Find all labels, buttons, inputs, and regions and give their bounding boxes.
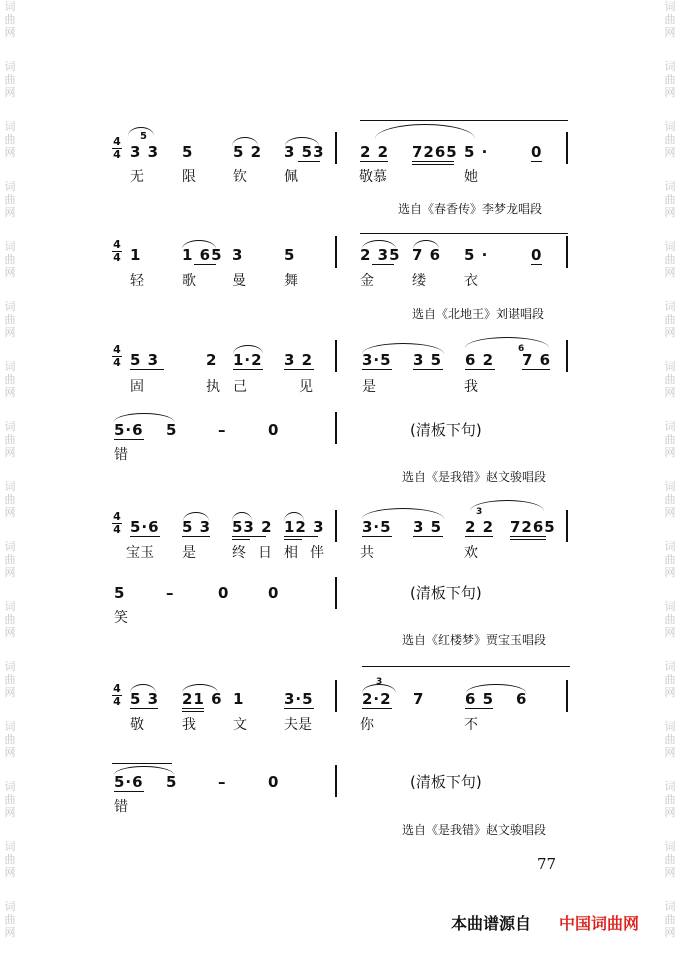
page-number: 77 [537, 855, 557, 873]
watermark-char: 网 [664, 746, 676, 759]
watermark-char: 曲 [4, 313, 16, 326]
watermark-char: 网 [4, 686, 16, 699]
source-caption: 选自《春香传》李梦龙唱段 [398, 202, 543, 216]
lyric: 金 [360, 273, 374, 289]
note: 53 2 [232, 518, 273, 536]
lyric: 歌 [182, 273, 196, 289]
footer-site-link[interactable]: 中国词曲网 [559, 914, 640, 933]
watermark-char: 网 [664, 806, 676, 819]
watermark-char: 曲 [4, 553, 16, 566]
watermark-char: 词 [664, 600, 676, 613]
note: 3 5 [413, 518, 443, 536]
time-signature: 4 4 [113, 135, 121, 161]
watermark-char: 词 [664, 240, 676, 253]
watermark-char: 网 [664, 626, 676, 639]
watermark-char: 曲 [4, 193, 16, 206]
note: 5 · [464, 246, 489, 264]
watermark-char: 曲 [664, 133, 676, 146]
note: 7265 [412, 143, 458, 161]
note: 0 [268, 421, 280, 439]
note: 1 [233, 690, 245, 708]
note: 3 5 [413, 351, 443, 369]
watermark-char: 词 [664, 900, 676, 913]
note: 5 3 [182, 518, 212, 536]
watermark-char: 曲 [664, 853, 676, 866]
lyric: 错 [114, 447, 128, 463]
lyric: 文 [233, 717, 247, 733]
lyric: 曼 [232, 273, 246, 289]
watermark-char: 网 [4, 446, 16, 459]
watermark-char: 曲 [664, 73, 676, 86]
watermark-char: 词 [4, 0, 16, 13]
watermark-char: 网 [4, 506, 16, 519]
watermark-char: 网 [664, 206, 676, 219]
lyric: 无 [130, 169, 144, 185]
watermark-char: 网 [664, 386, 676, 399]
watermark-char: 词 [664, 180, 676, 193]
watermark-char: 曲 [664, 313, 676, 326]
ban-tag: (清板下句) [410, 584, 482, 602]
watermark-left [3, 0, 17, 960]
watermark-char: 网 [664, 446, 676, 459]
lyric: 不 [464, 717, 478, 733]
note: 3·5 [362, 351, 392, 369]
source-caption: 选自《是我错》赵文骏唱段 [402, 823, 547, 837]
grace-note: 5 [140, 131, 148, 142]
lyric: 佩 [284, 169, 298, 185]
note: 3·5 [284, 690, 314, 708]
watermark-char: 曲 [4, 793, 16, 806]
watermark-char: 词 [4, 240, 16, 253]
watermark-char: 词 [664, 120, 676, 133]
note: 3 2 [284, 351, 314, 369]
ban-tag: (清板下句) [410, 421, 482, 439]
watermark-char: 曲 [664, 913, 676, 926]
watermark-char: 词 [4, 360, 16, 373]
lyric: 敬慕 [359, 169, 387, 185]
watermark-char: 网 [4, 326, 16, 339]
grace-note: 3 [376, 677, 384, 687]
watermark-char: 曲 [664, 493, 676, 506]
note: 2 2 [465, 518, 495, 536]
note: 6 2 [465, 351, 495, 369]
source-caption: 选自《北地王》刘谌唱段 [412, 307, 545, 321]
watermark-char: 词 [4, 420, 16, 433]
note: 5 · [464, 143, 489, 161]
watermark-char: 曲 [664, 253, 676, 266]
watermark-char: 词 [4, 60, 16, 73]
watermark-char: 网 [4, 926, 16, 939]
watermark-char: 网 [664, 26, 676, 39]
watermark-char: 词 [4, 660, 16, 673]
note: 3 53 [284, 143, 325, 161]
time-signature: 4 4 [113, 343, 121, 369]
lyric: 敬 [130, 717, 144, 733]
footer-source-label: 本曲谱源自 [451, 914, 532, 933]
watermark-char: 网 [664, 266, 676, 279]
note: 0 [531, 246, 543, 264]
time-signature: 4 4 [113, 510, 121, 536]
watermark-char: 词 [4, 840, 16, 853]
watermark-char: 网 [4, 566, 16, 579]
note: 6 5 [465, 690, 495, 708]
grace-note: 3 [476, 507, 484, 517]
note: 1·2 [233, 351, 263, 369]
watermark-char: 曲 [664, 553, 676, 566]
watermark-char: 网 [664, 86, 676, 99]
lyric: 见 [299, 379, 313, 395]
watermark-char: 词 [664, 780, 676, 793]
watermark-char: 词 [664, 840, 676, 853]
watermark-char: 词 [664, 480, 676, 493]
time-signature: 4 4 [113, 238, 121, 264]
note: 5 3 [130, 351, 160, 369]
watermark-char: 网 [664, 566, 676, 579]
watermark-char: 词 [664, 360, 676, 373]
note: 0 [218, 584, 230, 602]
watermark-char: 网 [4, 866, 16, 879]
note: 2·2 [362, 690, 392, 708]
watermark-char: 词 [4, 780, 16, 793]
lyric: 夫是 [284, 717, 312, 733]
watermark-char: 网 [4, 386, 16, 399]
lyric: 宝玉 [126, 545, 154, 561]
note: 7 6 [412, 246, 442, 264]
note: 0 [268, 584, 280, 602]
note: 5·6 [114, 773, 144, 791]
note: 2 2 [360, 143, 390, 161]
note: 5·6 [114, 421, 144, 439]
watermark-char: 曲 [4, 673, 16, 686]
lyric: 钦 [233, 169, 247, 185]
lyric: 终 [232, 545, 246, 561]
lyric: 共 [360, 545, 374, 561]
note: 5 [166, 773, 178, 791]
note: 0 [268, 773, 280, 791]
lyric: 她 [464, 169, 478, 185]
watermark-char: 词 [4, 120, 16, 133]
lyric: 限 [182, 169, 196, 185]
watermark-char: 曲 [4, 853, 16, 866]
watermark-char: 曲 [4, 373, 16, 386]
lyric: 固 [130, 379, 144, 395]
watermark-char: 网 [4, 86, 16, 99]
note: 3 3 [130, 143, 160, 161]
watermark-char: 曲 [4, 913, 16, 926]
watermark-char: 词 [664, 60, 676, 73]
lyric: 我 [464, 379, 478, 395]
lyric: 己 [233, 379, 247, 395]
lyric: 错 [114, 799, 128, 815]
watermark-char: 曲 [4, 733, 16, 746]
watermark-char: 曲 [4, 13, 16, 26]
watermark-char: 网 [4, 626, 16, 639]
note: 21 6 [182, 690, 223, 708]
watermark-char: 曲 [4, 613, 16, 626]
watermark-char: 网 [664, 506, 676, 519]
watermark-char: 词 [664, 540, 676, 553]
watermark-char: 曲 [664, 373, 676, 386]
note: 5 [182, 143, 194, 161]
note: 7 6 [522, 351, 552, 369]
note: 3·5 [362, 518, 392, 536]
lyric: 是 [362, 379, 376, 395]
lyric: 是 [182, 545, 196, 561]
watermark-char: 网 [664, 686, 676, 699]
watermark-char: 网 [4, 206, 16, 219]
note: – [218, 773, 227, 791]
watermark-char: 曲 [664, 193, 676, 206]
watermark-char: 曲 [664, 673, 676, 686]
watermark-char: 词 [4, 180, 16, 193]
watermark-char: 词 [4, 540, 16, 553]
note: 7 [413, 690, 425, 708]
note: – [218, 421, 227, 439]
lyric: 衣 [464, 273, 478, 289]
watermark-char: 网 [4, 26, 16, 39]
watermark-char: 曲 [664, 733, 676, 746]
note: 0 [531, 143, 543, 161]
lyric: 日 [258, 545, 272, 561]
watermark-char: 词 [664, 720, 676, 733]
watermark-char: 网 [664, 146, 676, 159]
note: 5 [166, 421, 178, 439]
watermark-char: 词 [4, 720, 16, 733]
watermark-char: 曲 [664, 793, 676, 806]
lyric: 欢 [464, 545, 478, 561]
watermark-char: 网 [664, 926, 676, 939]
watermark-char: 词 [4, 600, 16, 613]
note: 6 [516, 690, 528, 708]
watermark-char: 词 [4, 900, 16, 913]
note: 5 [284, 246, 296, 264]
watermark-char: 网 [4, 266, 16, 279]
note: 5·6 [130, 518, 160, 536]
note: – [166, 584, 175, 602]
note: 2 35 [360, 246, 401, 264]
lyric: 轻 [130, 273, 144, 289]
watermark-char: 曲 [664, 433, 676, 446]
watermark-right [663, 0, 677, 960]
watermark-char: 网 [664, 326, 676, 339]
lyric: 执 [206, 379, 220, 395]
lyric: 相 [284, 545, 298, 561]
watermark-char: 曲 [4, 493, 16, 506]
watermark-char: 网 [664, 866, 676, 879]
watermark-char: 曲 [4, 253, 16, 266]
note: 3 [232, 246, 244, 264]
note: 1 65 [182, 246, 223, 264]
watermark-char: 词 [664, 300, 676, 313]
note: 5 3 [130, 690, 160, 708]
lyric: 我 [182, 717, 196, 733]
lyric: 缕 [412, 273, 426, 289]
watermark-char: 网 [4, 146, 16, 159]
note: 12 3 [284, 518, 325, 536]
grace-note: 6 [518, 344, 526, 354]
watermark-char: 词 [4, 300, 16, 313]
watermark-char: 曲 [4, 433, 16, 446]
watermark-char: 曲 [664, 613, 676, 626]
watermark-char: 词 [664, 660, 676, 673]
source-caption: 选自《红楼梦》贾宝玉唱段 [402, 633, 547, 647]
time-signature: 4 4 [113, 682, 121, 708]
note: 2 [206, 351, 218, 369]
watermark-char: 曲 [4, 133, 16, 146]
ban-tag: (清板下句) [410, 773, 482, 791]
note: 5 [114, 584, 126, 602]
watermark-char: 词 [664, 0, 676, 13]
source-caption: 选自《是我错》赵文骏唱段 [402, 470, 547, 484]
watermark-char: 词 [4, 480, 16, 493]
watermark-char: 网 [4, 746, 16, 759]
note: 1 [130, 246, 142, 264]
watermark-char: 曲 [4, 73, 16, 86]
watermark-char: 曲 [664, 13, 676, 26]
watermark-char: 词 [664, 420, 676, 433]
watermark-char: 网 [4, 806, 16, 819]
lyric: 你 [360, 717, 374, 733]
lyric: 笑 [114, 610, 128, 626]
note: 5 2 [233, 143, 263, 161]
lyric: 伴 [310, 545, 324, 561]
note: 7265 [510, 518, 556, 536]
lyric: 舞 [284, 273, 298, 289]
